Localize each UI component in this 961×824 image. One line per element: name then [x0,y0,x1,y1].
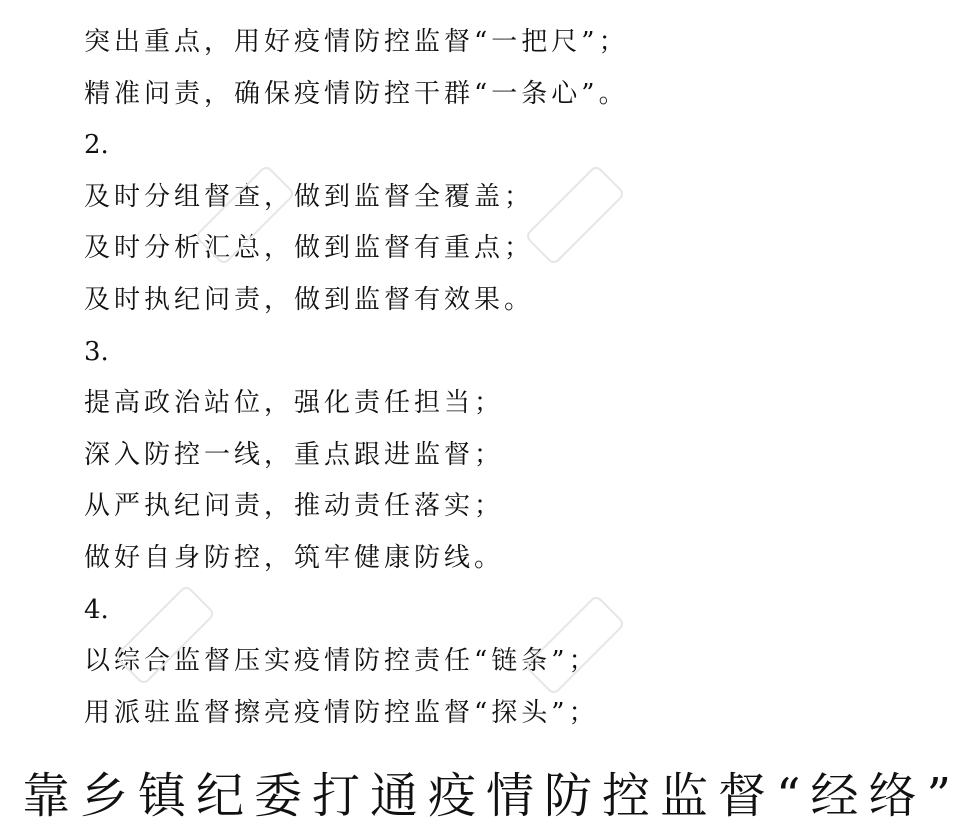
text-line: 提高政治站位，强化责任担当； [84,388,505,418]
watermark-logo [170,140,320,290]
section-number: 2. [84,130,109,160]
section-number: 3. [84,337,109,367]
text-line: 及时执纪问责，做到监督有效果。 [84,285,535,315]
section-number: 4. [84,595,109,625]
text-line: 及时分组督查，做到监督全覆盖； [84,182,535,212]
section-heading: 靠乡镇纪委打通疫情防控监督“经络” [22,768,961,824]
text-line: 做好自身防控，筑牢健康防线。 [84,543,505,573]
text-line: 从严执纪问责，推动责任落实； [84,491,505,521]
text-line: 深入防控一线，重点跟进监督； [84,440,505,470]
watermark-logo [90,560,240,710]
text-line: 精准问责，确保疫情防控干群“一条心”。 [84,79,629,109]
watermark-logo [500,140,650,290]
text-line: 以综合监督压实疫情防控责任“链条”； [84,646,599,676]
text-line: 用派驻监督擦亮疫情防控监督“探头”； [84,698,599,728]
text-line: 突出重点，用好疫情防控监督“一把尺”； [84,27,629,57]
text-line: 及时分析汇总，做到监督有重点； [84,233,535,263]
